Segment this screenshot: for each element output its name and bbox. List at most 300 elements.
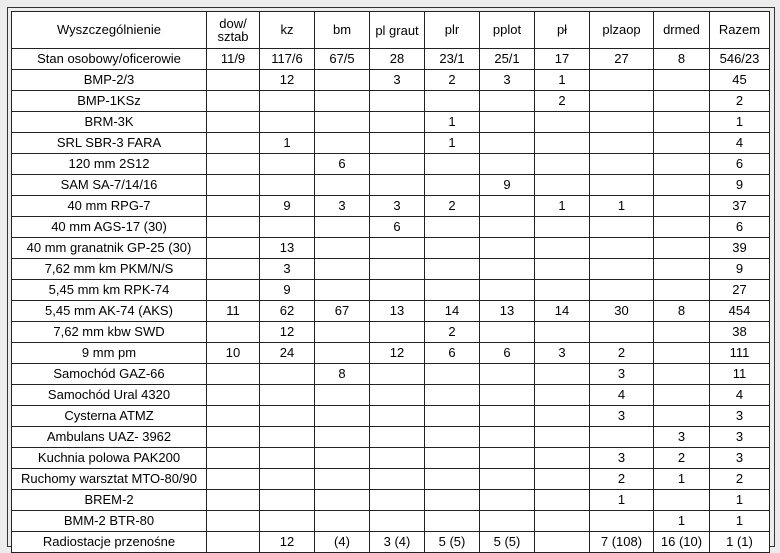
table-cell: [315, 427, 370, 448]
table-cell: [370, 154, 425, 175]
table-cell: [535, 133, 590, 154]
table-cell: [480, 511, 535, 532]
table-cell: 1: [590, 490, 654, 511]
row-label: 40 mm AGS-17 (30): [12, 217, 207, 238]
table-cell: [535, 532, 590, 553]
table-cell: [315, 448, 370, 469]
table-cell: [480, 385, 535, 406]
table-cell: [315, 238, 370, 259]
table-cell: 5 (5): [425, 532, 480, 553]
table-cell: [590, 112, 654, 133]
table-cell: [207, 511, 260, 532]
table-cell: 3: [710, 406, 770, 427]
table-cell: 17: [535, 49, 590, 70]
row-label: Radiostacje przenośne: [12, 532, 207, 553]
table-cell: [425, 259, 480, 280]
table-cell: [535, 217, 590, 238]
table-cell: [370, 364, 425, 385]
table-cell: [260, 91, 315, 112]
table-cell: [207, 322, 260, 343]
table-row: [12, 112, 770, 133]
table-cell: 12: [260, 322, 315, 343]
row-label: BMP-1KSz: [12, 91, 207, 112]
table-cell: 4: [710, 385, 770, 406]
table-cell: [535, 175, 590, 196]
table-cell: 39: [710, 238, 770, 259]
table-cell: 8: [315, 364, 370, 385]
table-row: [12, 196, 770, 217]
table-cell: 6: [710, 217, 770, 238]
table-cell: [207, 259, 260, 280]
table-cell: [535, 322, 590, 343]
table-cell: 6: [370, 217, 425, 238]
table-cell: [480, 448, 535, 469]
table-cell: 30: [590, 301, 654, 322]
column-header: Wyszczególnienie: [12, 12, 207, 49]
table-cell: 10: [207, 343, 260, 364]
table-cell: 23/1: [425, 49, 480, 70]
table-cell: 38: [710, 322, 770, 343]
table-cell: [315, 406, 370, 427]
table-frame: [7, 7, 775, 547]
table-cell: [370, 511, 425, 532]
row-label: 40 mm RPG-7: [12, 196, 207, 217]
table-cell: [207, 448, 260, 469]
table-cell: [207, 238, 260, 259]
row-label: Ambulans UAZ- 3962: [12, 427, 207, 448]
table-cell: [425, 427, 480, 448]
table-cell: [654, 112, 710, 133]
column-header: plzaop: [590, 12, 654, 49]
table-cell: [260, 448, 315, 469]
row-label: 7,62 mm km PKM/N/S: [12, 259, 207, 280]
table-cell: [654, 406, 710, 427]
table-cell: 5 (5): [480, 532, 535, 553]
table-cell: [590, 259, 654, 280]
table-cell: [590, 217, 654, 238]
table-cell: [480, 280, 535, 301]
table-cell: [315, 217, 370, 238]
table-cell: [480, 259, 535, 280]
table-cell: [207, 112, 260, 133]
table-cell: 111: [710, 343, 770, 364]
table-cell: [654, 175, 710, 196]
table-cell: 7 (108): [590, 532, 654, 553]
table-cell: [590, 322, 654, 343]
table-cell: [315, 175, 370, 196]
table-cell: [425, 469, 480, 490]
table-cell: 24: [260, 343, 315, 364]
table-cell: [480, 469, 535, 490]
table-cell: [315, 490, 370, 511]
table-row: [12, 490, 770, 511]
table-cell: [207, 385, 260, 406]
row-label: BMM-2 BTR-80: [12, 511, 207, 532]
table-cell: [590, 427, 654, 448]
table-cell: [260, 217, 315, 238]
table-cell: [590, 91, 654, 112]
table-cell: [654, 91, 710, 112]
table-cell: 3: [370, 196, 425, 217]
table-cell: [480, 91, 535, 112]
table-cell: 37: [710, 196, 770, 217]
table-cell: [535, 238, 590, 259]
table-cell: [590, 133, 654, 154]
table-row: [12, 301, 770, 322]
table-cell: [315, 280, 370, 301]
table-cell: 11/9: [207, 49, 260, 70]
table-row: [12, 385, 770, 406]
table-cell: [260, 490, 315, 511]
table-cell: [535, 364, 590, 385]
table-cell: 9: [710, 259, 770, 280]
table-cell: [370, 490, 425, 511]
header-row: [12, 12, 770, 49]
table-cell: [207, 364, 260, 385]
table-cell: [260, 511, 315, 532]
table-cell: [207, 154, 260, 175]
table-cell: 2: [425, 196, 480, 217]
table-cell: [370, 448, 425, 469]
table-cell: [590, 70, 654, 91]
table-cell: 12: [260, 70, 315, 91]
table-cell: 3: [654, 427, 710, 448]
table-cell: 3: [260, 259, 315, 280]
table-cell: [207, 490, 260, 511]
table-cell: [425, 490, 480, 511]
table-cell: [654, 322, 710, 343]
table-cell: [654, 343, 710, 364]
row-label: Ruchomy warsztat MTO-80/90: [12, 469, 207, 490]
table-cell: 62: [260, 301, 315, 322]
table-cell: 2: [425, 322, 480, 343]
table-cell: 1: [590, 196, 654, 217]
table-cell: [260, 112, 315, 133]
table-cell: 67: [315, 301, 370, 322]
table-cell: 1: [260, 133, 315, 154]
table-cell: 6: [480, 343, 535, 364]
table-cell: 45: [710, 70, 770, 91]
table-cell: [590, 511, 654, 532]
table-cell: [480, 133, 535, 154]
column-header: dow/ sztab: [207, 12, 260, 49]
table-cell: 14: [425, 301, 480, 322]
row-label: 120 mm 2S12: [12, 154, 207, 175]
table-cell: [315, 343, 370, 364]
table-cell: [315, 259, 370, 280]
table-cell: [207, 217, 260, 238]
table-cell: [370, 406, 425, 427]
table-cell: [315, 133, 370, 154]
table-cell: [260, 469, 315, 490]
table-cell: [480, 112, 535, 133]
row-label: Kuchnia polowa PAK200: [12, 448, 207, 469]
table-cell: [260, 385, 315, 406]
table-cell: 1: [535, 196, 590, 217]
table-cell: [425, 364, 480, 385]
table-cell: 6: [425, 343, 480, 364]
table-cell: [654, 154, 710, 175]
table-row: [12, 217, 770, 238]
table-cell: [480, 427, 535, 448]
table-cell: 1: [425, 112, 480, 133]
table-row: [12, 322, 770, 343]
table-cell: [535, 511, 590, 532]
column-header: Razem: [710, 12, 770, 49]
table-cell: 25/1: [480, 49, 535, 70]
table-cell: [480, 406, 535, 427]
table-cell: 2: [654, 448, 710, 469]
table-cell: [315, 385, 370, 406]
table-cell: [425, 280, 480, 301]
table-cell: 3: [710, 427, 770, 448]
table-cell: [207, 469, 260, 490]
table-cell: [535, 448, 590, 469]
table-cell: [260, 427, 315, 448]
table-cell: [370, 469, 425, 490]
table-header: [12, 12, 770, 49]
table-cell: 3: [535, 343, 590, 364]
table-cell: [370, 91, 425, 112]
column-header: pplot: [480, 12, 535, 49]
table-cell: [535, 469, 590, 490]
table-cell: [315, 70, 370, 91]
table-cell: [654, 70, 710, 91]
row-label: BRM-3K: [12, 112, 207, 133]
table-cell: 3: [710, 448, 770, 469]
column-header: plr: [425, 12, 480, 49]
table-cell: [535, 280, 590, 301]
table-cell: [480, 154, 535, 175]
table-row: [12, 175, 770, 196]
row-label: BMP-2/3: [12, 70, 207, 91]
table-cell: [480, 196, 535, 217]
table-cell: 16 (10): [654, 532, 710, 553]
table-cell: 1: [425, 133, 480, 154]
table-cell: 27: [710, 280, 770, 301]
column-header: pł: [535, 12, 590, 49]
table-cell: 6: [315, 154, 370, 175]
row-label: 5,45 mm AK-74 (AKS): [12, 301, 207, 322]
table-cell: [425, 154, 480, 175]
table-cell: [535, 385, 590, 406]
table-cell: [590, 175, 654, 196]
row-label: Samochód GAZ-66: [12, 364, 207, 385]
table-cell: [370, 238, 425, 259]
table-row: [12, 469, 770, 490]
table-cell: [535, 406, 590, 427]
row-label: Stan osobowy/oficerowie: [12, 49, 207, 70]
table-cell: [654, 280, 710, 301]
table-cell: [654, 133, 710, 154]
table-cell: [260, 364, 315, 385]
table-cell: 2: [535, 91, 590, 112]
table-row: [12, 427, 770, 448]
table-cell: [654, 364, 710, 385]
table-cell: [260, 154, 315, 175]
table-cell: 1: [710, 490, 770, 511]
table-cell: 12: [370, 343, 425, 364]
table-cell: 14: [535, 301, 590, 322]
table-cell: 3: [590, 448, 654, 469]
table-cell: [370, 133, 425, 154]
table-cell: [480, 490, 535, 511]
table-cell: [590, 238, 654, 259]
table-cell: [535, 154, 590, 175]
table-cell: 3: [590, 364, 654, 385]
table-cell: 11: [207, 301, 260, 322]
table-cell: [207, 175, 260, 196]
table-cell: 28: [370, 49, 425, 70]
table-cell: [535, 259, 590, 280]
table-row: [12, 259, 770, 280]
table-cell: 1: [654, 469, 710, 490]
table-row: [12, 280, 770, 301]
table-cell: 2: [425, 70, 480, 91]
table-cell: [480, 322, 535, 343]
table-cell: [207, 91, 260, 112]
column-header: drmed: [654, 12, 710, 49]
table-cell: [370, 112, 425, 133]
table-cell: 3: [590, 406, 654, 427]
table-cell: 117/6: [260, 49, 315, 70]
table-row: [12, 154, 770, 175]
table-cell: [425, 91, 480, 112]
table-cell: [260, 175, 315, 196]
table-cell: 2: [590, 343, 654, 364]
table-cell: [535, 490, 590, 511]
table-cell: [535, 427, 590, 448]
table-cell: [207, 280, 260, 301]
table-row: [12, 70, 770, 91]
table-cell: [315, 322, 370, 343]
table-cell: [654, 259, 710, 280]
table-cell: 8: [654, 301, 710, 322]
table-cell: [370, 280, 425, 301]
row-label: 9 mm pm: [12, 343, 207, 364]
table-cell: 2: [710, 91, 770, 112]
table-cell: 6: [710, 154, 770, 175]
table-cell: [370, 175, 425, 196]
table-cell: 2: [710, 469, 770, 490]
row-label: 7,62 mm kbw SWD: [12, 322, 207, 343]
table-cell: [535, 112, 590, 133]
table-cell: [370, 385, 425, 406]
table-cell: [425, 385, 480, 406]
row-label: Cysterna ATMZ: [12, 406, 207, 427]
table-cell: 9: [480, 175, 535, 196]
table-cell: [425, 511, 480, 532]
table-cell: [425, 175, 480, 196]
table-cell: [480, 238, 535, 259]
table-cell: [654, 196, 710, 217]
table-cell: [480, 217, 535, 238]
row-label: BREM-2: [12, 490, 207, 511]
table-cell: [207, 427, 260, 448]
table-cell: 4: [590, 385, 654, 406]
table-cell: 1: [535, 70, 590, 91]
table-cell: 3: [480, 70, 535, 91]
table-cell: [315, 469, 370, 490]
table-cell: [654, 490, 710, 511]
table-cell: [590, 280, 654, 301]
table-body: [12, 49, 770, 553]
table-cell: 4: [710, 133, 770, 154]
table-cell: [370, 322, 425, 343]
table-cell: 9: [260, 280, 315, 301]
table-row: [12, 511, 770, 532]
table-row: [12, 49, 770, 70]
table-cell: 1 (1): [710, 532, 770, 553]
table-cell: 454: [710, 301, 770, 322]
table-cell: 2: [590, 469, 654, 490]
table-cell: (4): [315, 532, 370, 553]
table-cell: [654, 217, 710, 238]
table-cell: 3: [315, 196, 370, 217]
table-row: [12, 364, 770, 385]
table-row: [12, 91, 770, 112]
table-row: [12, 448, 770, 469]
row-label: 5,45 mm km RPK-74: [12, 280, 207, 301]
table-cell: 13: [480, 301, 535, 322]
table-cell: [207, 70, 260, 91]
table-cell: 1: [710, 112, 770, 133]
table-cell: [425, 406, 480, 427]
table-cell: [370, 427, 425, 448]
table-cell: [207, 406, 260, 427]
row-label: Samochód Ural 4320: [12, 385, 207, 406]
table-row: [12, 133, 770, 154]
table-cell: 27: [590, 49, 654, 70]
table-cell: 9: [260, 196, 315, 217]
table-cell: [370, 259, 425, 280]
table-cell: [207, 133, 260, 154]
table-row: [12, 238, 770, 259]
table-cell: 8: [654, 49, 710, 70]
table-cell: [590, 154, 654, 175]
table-row: [12, 406, 770, 427]
table-cell: 13: [370, 301, 425, 322]
table-cell: [654, 238, 710, 259]
table-row: [12, 343, 770, 364]
table-cell: [315, 511, 370, 532]
table-cell: 1: [654, 511, 710, 532]
table-cell: 9: [710, 175, 770, 196]
table-cell: 67/5: [315, 49, 370, 70]
column-header: pl graut: [370, 12, 425, 49]
table-cell: 3 (4): [370, 532, 425, 553]
table-cell: [207, 196, 260, 217]
row-label: SAM SA-7/14/16: [12, 175, 207, 196]
table-cell: [260, 406, 315, 427]
column-header: bm: [315, 12, 370, 49]
table-cell: 3: [370, 70, 425, 91]
table-cell: [425, 217, 480, 238]
row-label: 40 mm granatnik GP-25 (30): [12, 238, 207, 259]
table-cell: 12: [260, 532, 315, 553]
table-cell: [315, 112, 370, 133]
table-cell: 13: [260, 238, 315, 259]
table-cell: 11: [710, 364, 770, 385]
table-cell: [207, 532, 260, 553]
table-cell: [425, 448, 480, 469]
table-cell: [315, 91, 370, 112]
table-cell: [425, 238, 480, 259]
row-label: SRL SBR-3 FARA: [12, 133, 207, 154]
table-cell: 546/23: [710, 49, 770, 70]
column-header: kz: [260, 12, 315, 49]
table-cell: 1: [710, 511, 770, 532]
